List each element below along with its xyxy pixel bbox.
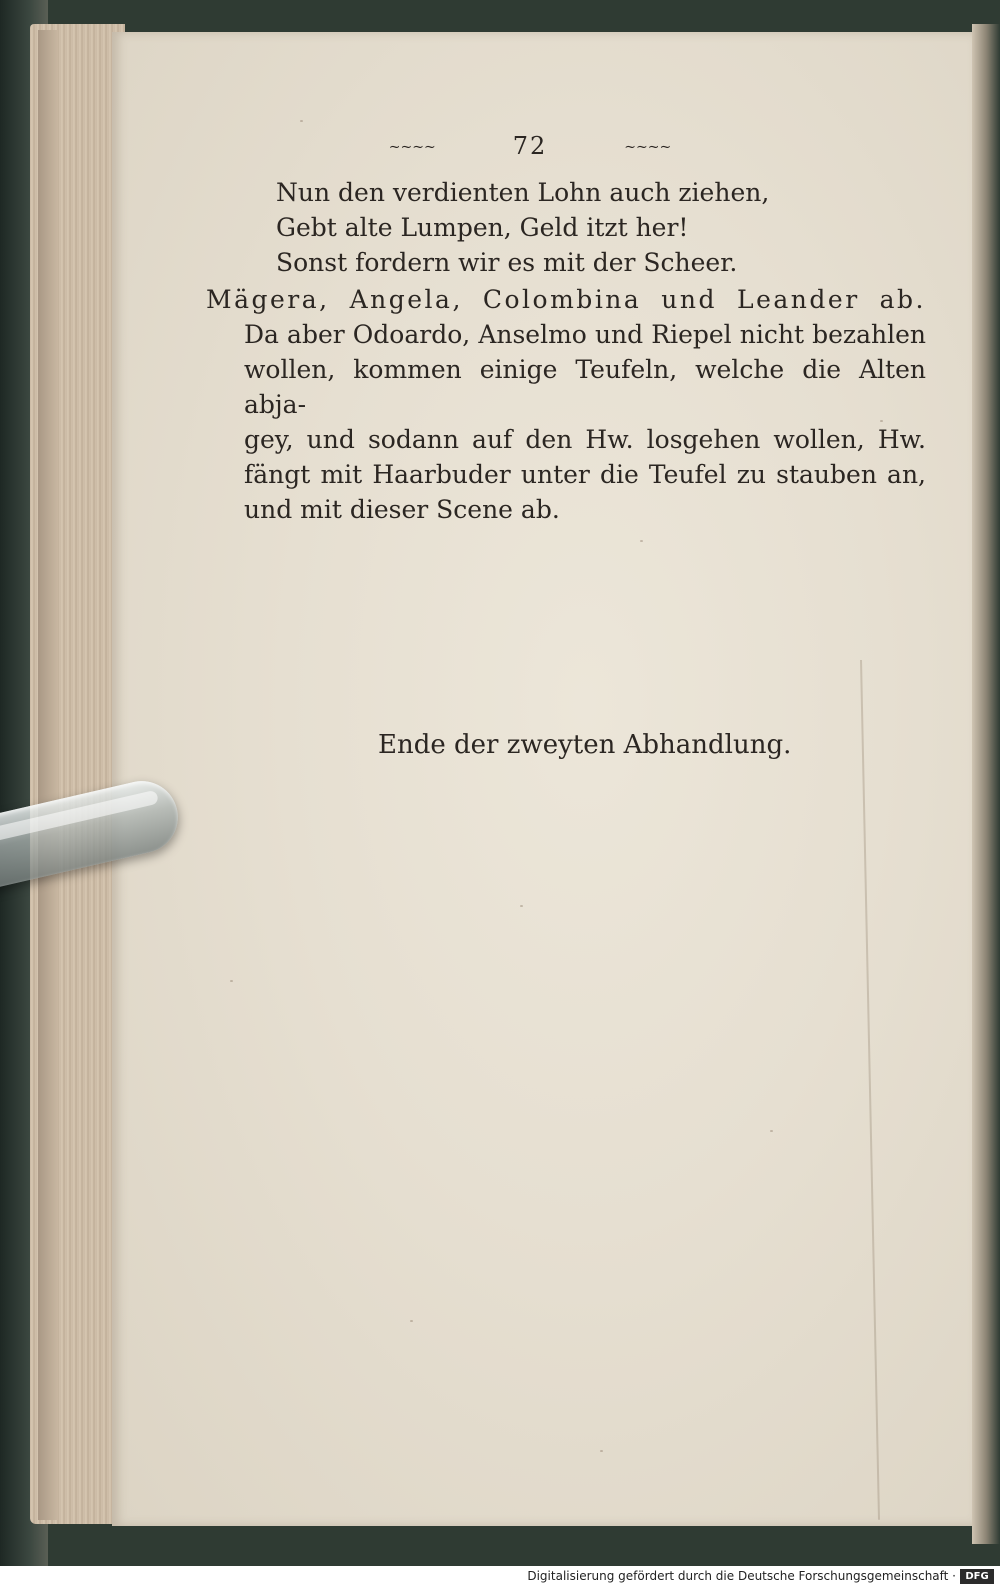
verse-line: Gebt alte Lumpen, Geld itzt her!: [276, 213, 689, 242]
stage-direction-line: und mit dieser Scene ab.: [244, 495, 560, 524]
paper-fleck: [640, 540, 643, 542]
stage-direction-line: Da aber Odoardo, Anselmo und Riepel nicht bezahlen: [244, 320, 926, 349]
footer-bar: [0, 1566, 1000, 1587]
stage-direction-line: wollen, kommen einige Teufeln, welche die Alten abja-: [244, 355, 926, 419]
right-page-edge: [972, 24, 1000, 1544]
paper-fleck: [230, 980, 233, 982]
dfg-logo: DFG: [960, 1569, 994, 1584]
page-number: 72: [512, 132, 548, 160]
paper-fleck: [770, 1130, 773, 1132]
paper-fleck: [520, 905, 523, 907]
verse-line: Nun den verdienten Lohn auch ziehen,: [276, 178, 770, 207]
act-ending: Ende der zweyten Abhandlung.: [378, 730, 792, 760]
paper-fleck: [410, 1320, 413, 1322]
stage-direction-line: gey, und sodann auf den Hw. losgehen wollen, Hw.: [244, 425, 926, 454]
page-header: [240, 132, 820, 160]
page-stack-shadow: [38, 30, 58, 1520]
paper-fleck: [600, 1450, 603, 1452]
verse-line: Sonst fordern wir es mit der Scheer.: [276, 248, 738, 277]
paper-fleck: [300, 120, 303, 122]
stage-direction: [206, 282, 926, 527]
funding-credit: Digitalisierung gefördert durch die Deutsche Forschungsgemeinschaft ·: [527, 1569, 956, 1583]
stage-direction-line: Mägera, Angela, Colombina und Leander ab.: [206, 285, 926, 314]
header-ornament-left: ~~~~: [388, 139, 436, 156]
stage-direction-line: fängt mit Haarbuder unter die Teufel zu stauben an,: [244, 460, 926, 489]
header-ornament-right: ~~~~: [624, 139, 672, 156]
